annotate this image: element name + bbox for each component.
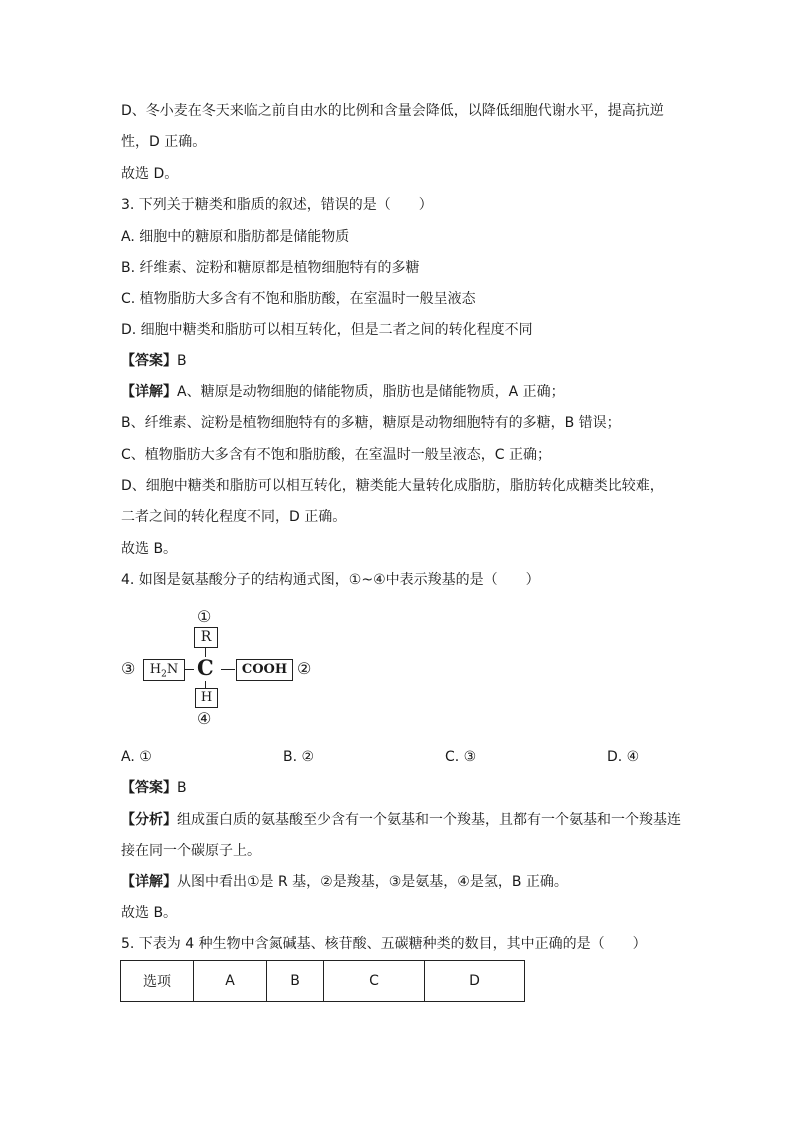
answer-value: B: [177, 780, 187, 796]
detail-4: [121, 872, 568, 892]
amine-sub: 2: [161, 669, 167, 680]
analysis-text: 组成蛋白质的氨基酸至少含有一个氨基和一个羧基，且都有一个氨基和一个羧基连: [177, 812, 681, 828]
option-a: A. 细胞中的糖原和脂肪都是储能物质: [121, 229, 350, 245]
table-cell: C: [324, 961, 425, 1002]
option-4c: C. ③: [445, 749, 477, 765]
table-cell: A: [194, 961, 267, 1002]
label-3: ③: [121, 659, 136, 678]
answer-value: B: [177, 353, 187, 369]
table-cell: 选项: [121, 961, 194, 1002]
amine-h: H: [149, 662, 162, 677]
bond-left: [184, 669, 194, 670]
detail-3c: C、植物脂肪大多含有不饱和脂肪酸，在室温时一般呈液态，C 正确；: [121, 447, 551, 463]
table-cell: B: [267, 961, 324, 1002]
detail-3d: D、细胞中糖类和脂肪可以相互转化，糖类能大量转化成脂肪，脂肪转化成糖类比较难，: [121, 478, 664, 494]
option-4d: D. ④: [607, 749, 640, 765]
analysis-label: 【分析】: [121, 812, 177, 828]
label-4: ④: [197, 709, 212, 728]
bond-vertical-bottom: [205, 681, 206, 688]
answer-label: 【答案】: [121, 780, 177, 796]
analysis-4a: [121, 810, 681, 830]
answer-3: [121, 351, 187, 371]
detail-label: 【详解】: [121, 384, 177, 400]
text-line: D、冬小麦在冬天来临之前自由水的比例和含量会降低，以降低细胞代谢水平，提高抗逆: [121, 103, 664, 119]
r-group-box: R: [194, 627, 218, 648]
answer-4: [121, 778, 187, 798]
detail-text: 从图中看出①是 R 基，②是羧基，③是氨基，④是氢，B 正确。: [177, 874, 568, 890]
analysis-4b: 接在同一个碳原子上。: [121, 843, 261, 859]
answer-label: 【答案】: [121, 353, 177, 369]
select-4: 故选 B。: [121, 905, 178, 921]
detail-3e: 二者之间的转化程度不同，D 正确。: [121, 509, 347, 525]
table-row: [121, 961, 525, 1002]
label-2: ②: [297, 659, 312, 678]
amine-n: N: [166, 662, 179, 677]
hydrogen-box: H: [195, 688, 218, 708]
amine-box: [143, 659, 185, 681]
data-table: [120, 960, 525, 1002]
table-cell: D: [425, 961, 525, 1002]
question-3: 3. 下列关于糖类和脂质的叙述，错误的是（ ）: [121, 197, 433, 213]
question-4: 4. 如图是氨基酸分子的结构通式图，①~④中表示羧基的是（ ）: [121, 572, 540, 588]
question-5: 5. 下表为 4 种生物中含氮碱基、核苷酸、五碳糖种类的数目，其中正确的是（ ）: [121, 936, 647, 952]
carbon-atom: C: [197, 655, 214, 680]
text-line: 故选 D。: [121, 166, 179, 182]
option-4a: A. ①: [121, 749, 152, 765]
option-c: C. 植物脂肪大多含有不饱和脂肪酸，在室温时一般呈液态: [121, 291, 476, 307]
detail-3b: B、纤维素、淀粉是植物细胞特有的多糖，糖原是动物细胞特有的多糖，B 错误；: [121, 415, 621, 431]
option-d: D. 细胞中糖类和脂肪可以相互转化，但是二者之间的转化程度不同: [121, 322, 533, 338]
bond-right: [221, 669, 235, 670]
detail-3a: [121, 382, 565, 402]
detail-label: 【详解】: [121, 874, 177, 890]
option-b: B. 纤维素、淀粉和糖原都是植物细胞特有的多糖: [121, 260, 420, 276]
text-line: 性，D 正确。: [121, 134, 207, 150]
detail-text: A、糖原是动物细胞的储能物质，脂肪也是储能物质，A 正确；: [177, 384, 565, 400]
option-4b: B. ②: [283, 749, 315, 765]
carboxyl-box: COOH: [236, 659, 293, 681]
label-1: ①: [197, 607, 212, 626]
select-3: 故选 B。: [121, 541, 178, 557]
